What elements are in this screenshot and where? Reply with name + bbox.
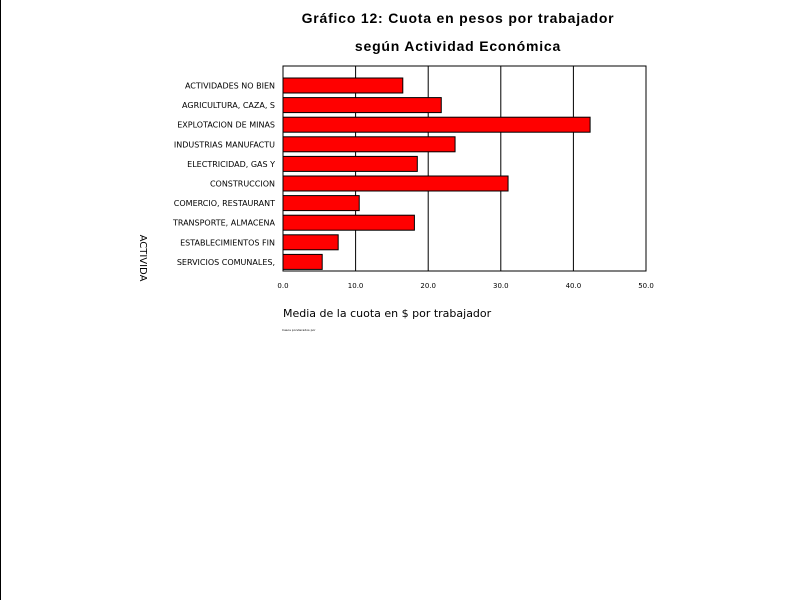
- bar: [283, 196, 359, 211]
- bar: [283, 137, 455, 152]
- x-axis-title: Media de la cuota en $ por trabajador: [283, 307, 492, 320]
- category-label: COMERCIO, RESTAURANT: [173, 199, 275, 209]
- chart-title: Gráfico 12: Cuota en pesos por trabajador: [301, 10, 615, 26]
- bar: [283, 78, 403, 93]
- x-tick-labels: [277, 282, 653, 290]
- x-tick-label: 0.0: [277, 282, 289, 290]
- bar: [283, 98, 441, 113]
- bar: [283, 156, 417, 171]
- category-label: SERVICIOS COMUNALES,: [176, 257, 275, 267]
- category-label: CONSTRUCCION: [209, 179, 275, 189]
- bar: [283, 176, 508, 191]
- footnote: Casos ponderados por: [282, 328, 316, 332]
- y-axis-title: ACTIVIDA: [137, 234, 148, 282]
- bar: [283, 117, 590, 132]
- bar: [283, 254, 322, 269]
- category-label: ACTIVIDADES NO BIEN: [184, 81, 275, 91]
- x-tick-label: 20.0: [420, 282, 436, 290]
- category-label: INDUSTRIAS MANUFACTU: [173, 140, 275, 150]
- chart-subtitle: según Actividad Económica: [354, 38, 562, 54]
- category-label: TRANSPORTE, ALMACENA: [172, 218, 275, 228]
- x-tick-label: 10.0: [347, 282, 364, 290]
- x-tick-label: 30.0: [493, 282, 509, 290]
- category-label: ESTABLECIMIENTOS FIN: [180, 238, 275, 248]
- category-label: EXPLOTACION DE MINAS: [177, 120, 275, 130]
- x-tick-label: 50.0: [638, 282, 654, 290]
- category-label: AGRICULTURA, CAZA, S: [182, 101, 275, 111]
- bar: [283, 235, 338, 250]
- category-label: ELECTRICIDAD, GAS Y: [187, 159, 275, 169]
- x-tick-label: 40.0: [565, 282, 582, 290]
- category-labels: [172, 82, 276, 267]
- bar: [283, 215, 414, 230]
